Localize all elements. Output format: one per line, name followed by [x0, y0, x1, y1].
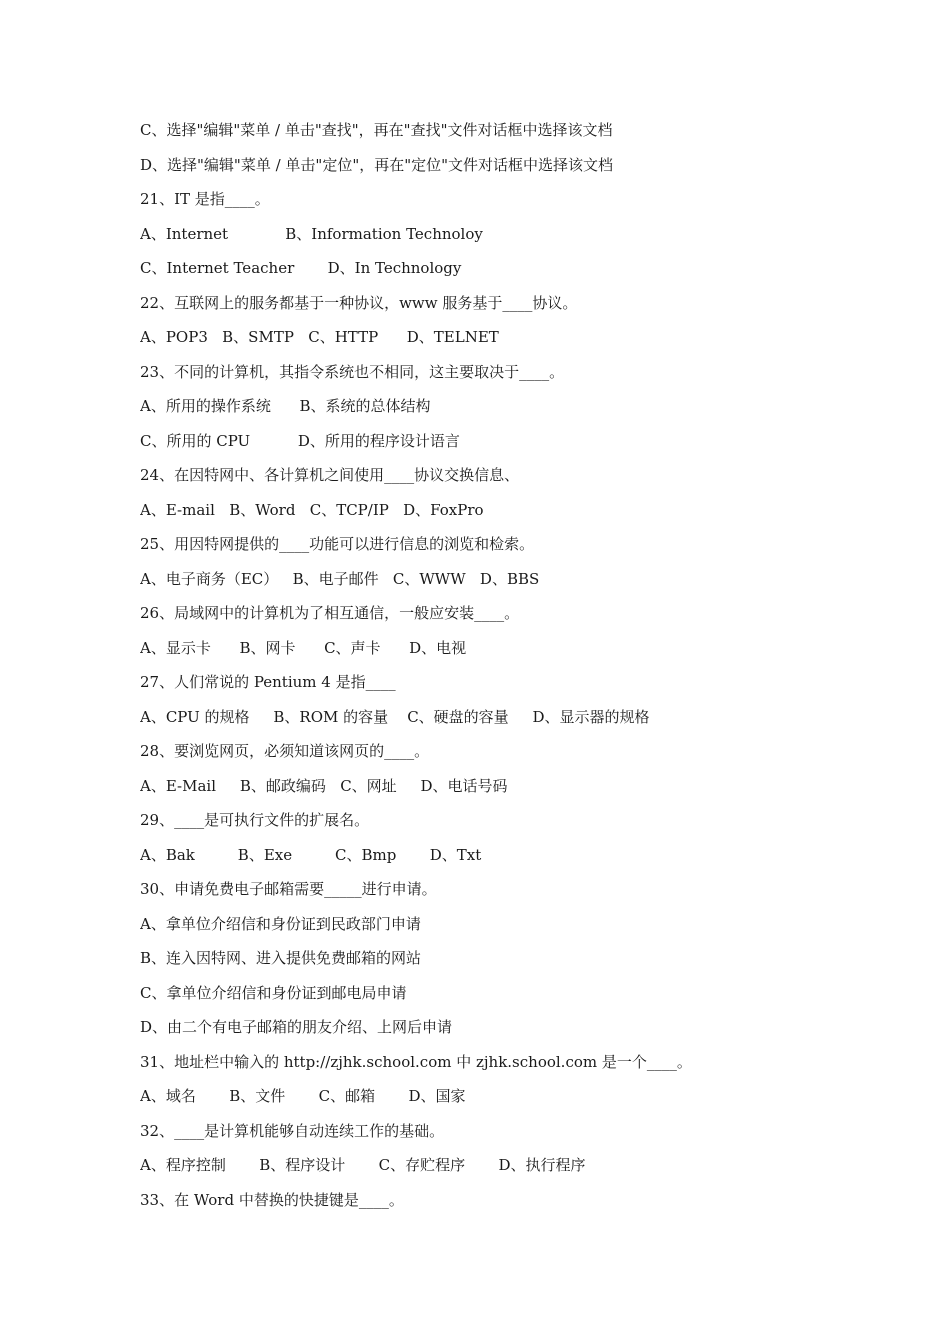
question-line: 31、地址栏中输入的 http://zjhk.school.com 中 zjhk.school.com 是一个____。 — [140, 1052, 692, 1071]
option-line: A、Internet B、Information Technoloy — [140, 224, 483, 243]
option-line: A、E-mail B、Word C、TCP/IP D、FoxPro — [140, 500, 484, 519]
question-line: 27、人们常说的 Pentium 4 是指____ — [140, 673, 396, 691]
question-line: 21、IT 是指____。 — [140, 190, 270, 208]
option-line: A、程序控制 B、程序设计 C、存贮程序 D、执行程序 — [140, 1156, 586, 1174]
option-line: B、连入因特网、进入提供免费邮箱的网站 — [140, 949, 422, 967]
option-line: A、所用的操作系统 B、系统的总体结构 — [140, 397, 431, 415]
question-line: 24、在因特网中、各计算机之间使用____协议交换信息、 — [140, 466, 520, 484]
question-line: 30、申请免费电子邮箱需要_____进行申请。 — [140, 880, 437, 898]
question-line: 28、要浏览网页，必须知道该网页的____。 — [140, 742, 430, 760]
option-line: C、选择"编辑"菜单 / 单击"查找"，再在"查找"文件对话框中选择该文档 — [140, 121, 613, 139]
question-line: 33、在 Word 中替换的快捷键是____。 — [140, 1190, 404, 1209]
option-line: D、选择"编辑"菜单 / 单击"定位"，再在"定位"文件对话框中选择该文档 — [140, 155, 614, 174]
question-list — [140, 113, 900, 1217]
option-line: A、POP3 B、SMTP C、HTTP D、TELNET — [140, 328, 499, 346]
option-line: A、Bak B、Exe C、Bmp D、Txt — [140, 845, 482, 864]
option-line: A、拿单位介绍信和身份证到民政部门申请 — [140, 914, 421, 933]
option-line: D、由二个有电子邮箱的朋友介绍、上网后申请 — [140, 1018, 453, 1036]
option-line: A、显示卡 B、网卡 C、声卡 D、电视 — [140, 638, 467, 657]
option-line: A、电子商务（EC） B、电子邮件 C、WWW D、BBS — [140, 569, 540, 588]
option-line: A、CPU 的规格 B、ROM 的容量 C、硬盘的容量 D、显示器的规格 — [140, 707, 650, 726]
question-line: 32、____是计算机能够自动连续工作的基础。 — [140, 1121, 445, 1140]
option-line: C、Internet Teacher D、In Technology — [140, 259, 462, 277]
question-line: 26、局域网中的计算机为了相互通信，一般应安装____。 — [140, 604, 520, 622]
question-line: 22、互联网上的服务都基于一种协议，www 服务基于____协议。 — [140, 293, 578, 312]
question-line: 29、____是可执行文件的扩展名。 — [140, 811, 370, 829]
option-line: C、拿单位介绍信和身份证到邮电局申请 — [140, 983, 407, 1002]
option-line: C、所用的 CPU D、所用的程序设计语言 — [140, 431, 460, 450]
question-line: 25、用因特网提供的____功能可以进行信息的浏览和检索。 — [140, 535, 535, 553]
question-line: 23、不同的计算机，其指令系统也不相同，这主要取决于____。 — [140, 362, 565, 381]
option-line: A、域名 B、文件 C、邮箱 D、国家 — [140, 1087, 466, 1105]
option-line: A、E-Mail B、邮政编码 C、网址 D、电话号码 — [140, 776, 508, 795]
